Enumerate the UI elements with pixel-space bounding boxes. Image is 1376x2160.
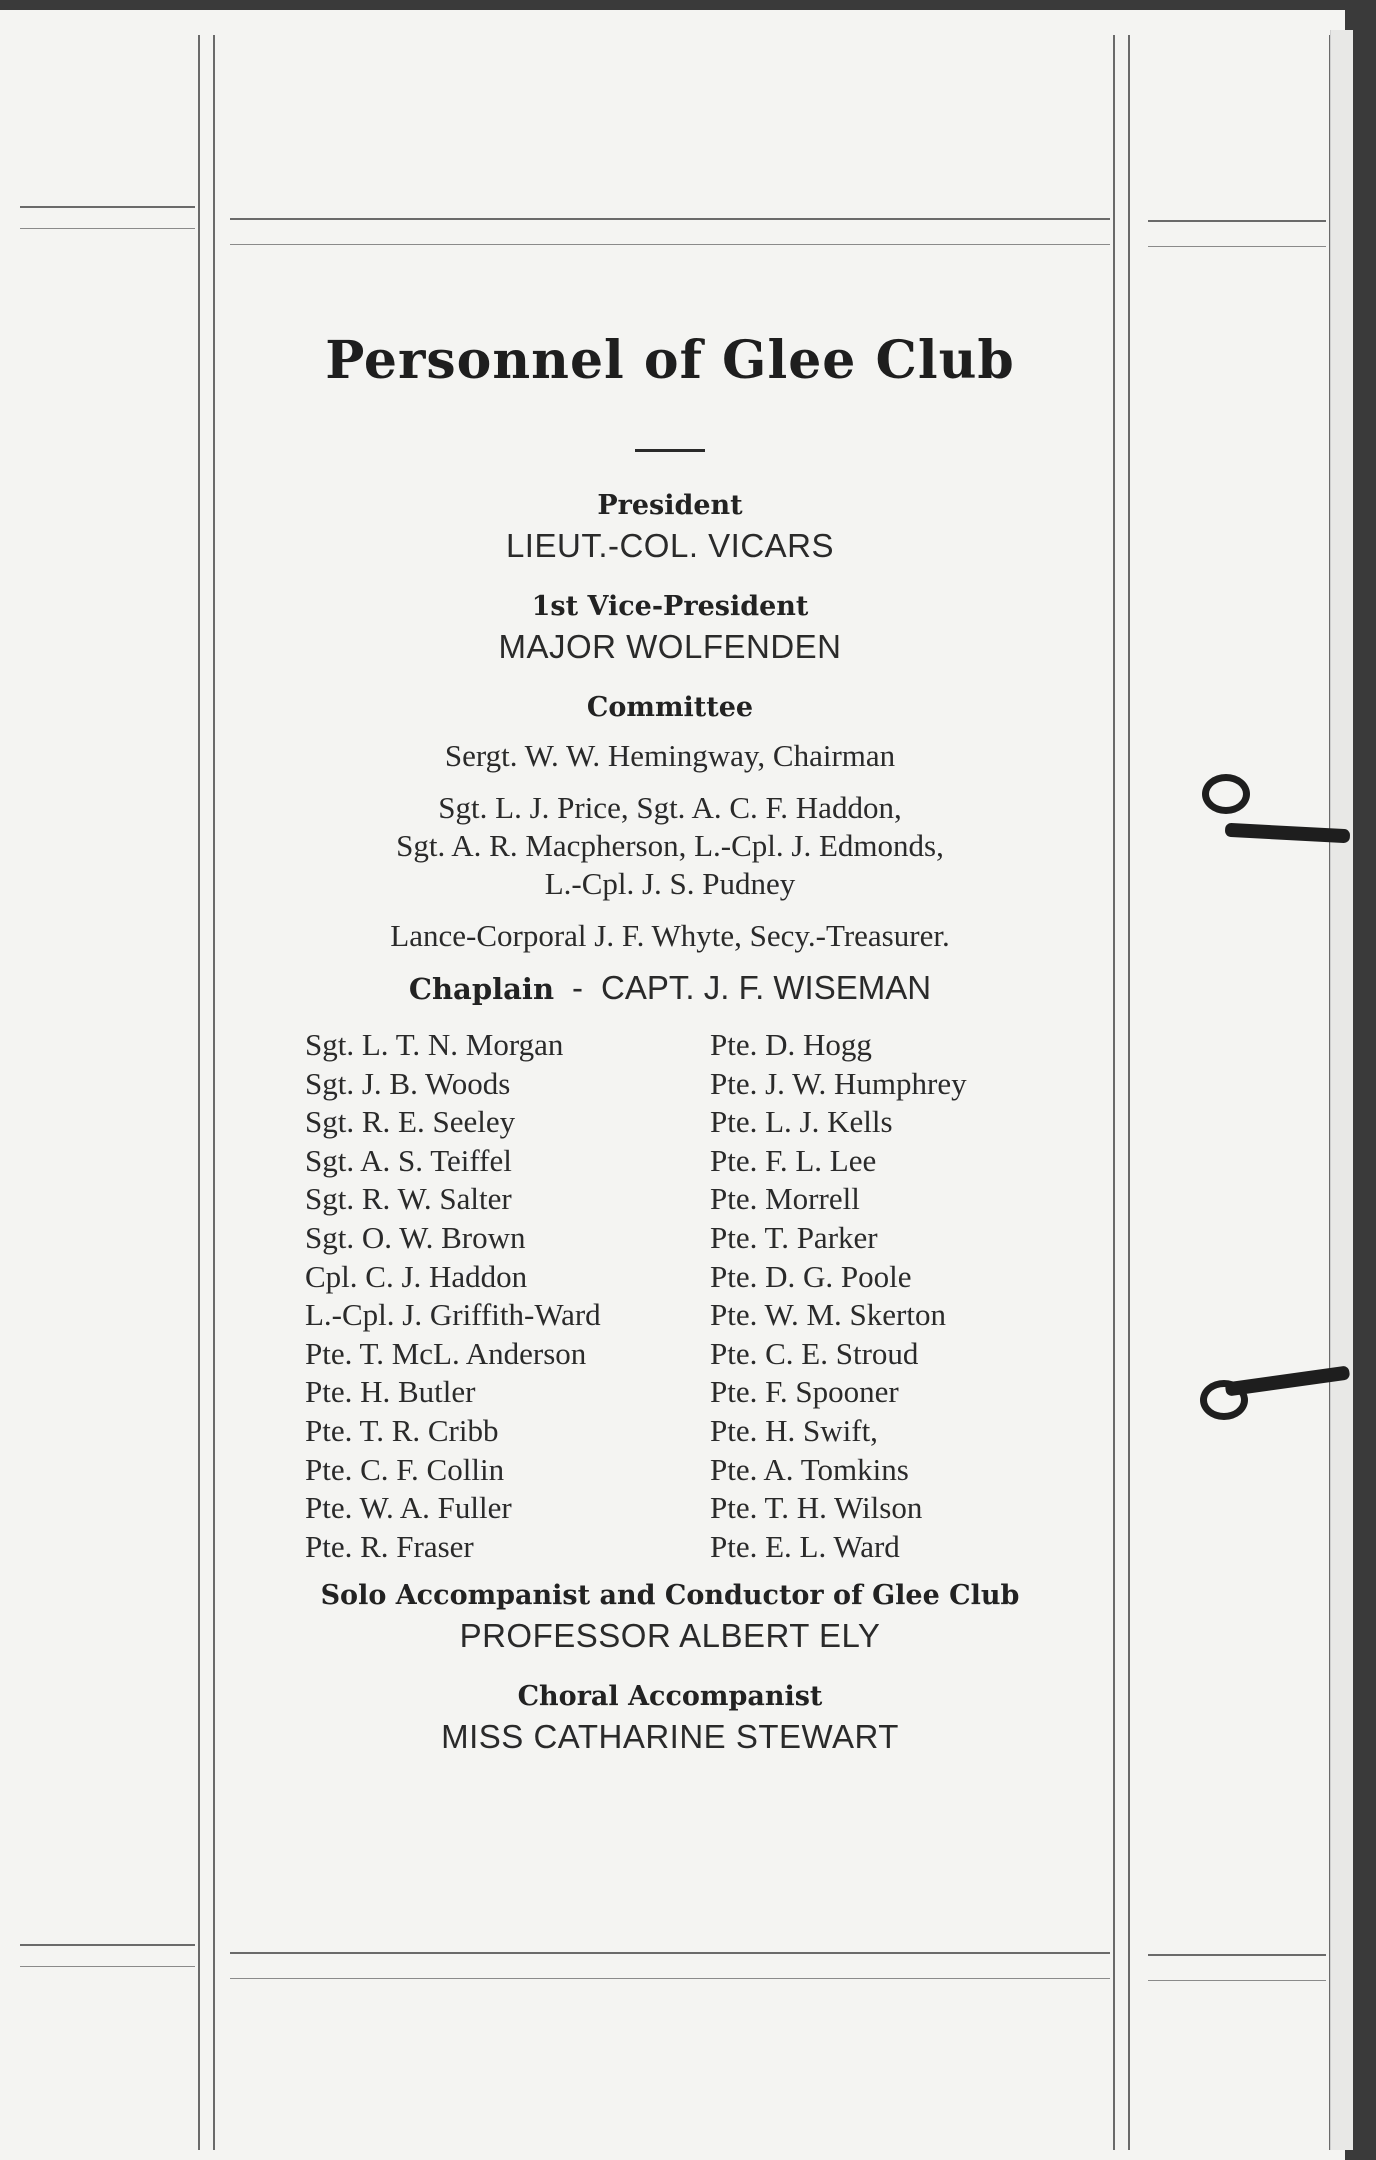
- member-name: Pte. F. L. Lee: [710, 1142, 877, 1178]
- border-line-bottom-f: [1148, 1980, 1326, 1981]
- member-name: Pte. H. Butler: [305, 1374, 476, 1410]
- member-name: Cpl. C. J. Haddon: [305, 1258, 528, 1294]
- border-line-top-f: [1148, 246, 1326, 247]
- border-line-top-d: [230, 244, 1110, 245]
- border-line-bottom-e: [1148, 1954, 1326, 1956]
- page-title: Personnel of Glee Club: [325, 330, 1015, 391]
- border-line-far-right: [1329, 35, 1330, 2150]
- member-name: Pte. Morrell: [710, 1181, 860, 1217]
- chaplain-row: [230, 969, 1110, 1008]
- page-edge: [1330, 30, 1353, 2150]
- program-content: [230, 300, 1110, 1756]
- member-name: Pte. T. R. Cribb: [305, 1412, 499, 1448]
- border-line-left-inner: [213, 35, 215, 2150]
- member-name: Pte. T. H. Wilson: [710, 1490, 923, 1526]
- title-rule: [635, 449, 705, 452]
- members-column-right: [710, 1026, 967, 1566]
- border-line-right-inner: [1113, 35, 1115, 2150]
- member-name: Sgt. A. S. Teiffel: [305, 1142, 512, 1178]
- member-name: Pte. D. Hogg: [710, 1027, 872, 1062]
- border-line-top-e: [1148, 220, 1326, 222]
- border-line-bottom-a: [20, 1944, 195, 1946]
- member-name: Sgt. O. W. Brown: [305, 1219, 526, 1255]
- member-name: Pte. F. Spooner: [710, 1374, 899, 1410]
- member-name: Sgt. R. E. Seeley: [305, 1104, 516, 1140]
- choral-name: MISS CATHARINE STEWART: [441, 1718, 899, 1756]
- member-name: Pte. E. L. Ward: [710, 1528, 900, 1564]
- member-name: Pte. T. McL. Anderson: [305, 1335, 587, 1371]
- chaplain-dash: -: [572, 969, 584, 1006]
- committee-secretary: Lance-Corporal J. F. Whyte, Secy.-Treasurer.: [390, 918, 950, 953]
- committee-heading: Committee: [586, 692, 754, 723]
- member-name: Pte. C. F. Collin: [305, 1451, 505, 1487]
- conductor-heading: Solo Accompanist and Conductor of Glee Club: [320, 1580, 1020, 1612]
- member-name: Pte. W. M. Skerton: [710, 1297, 946, 1333]
- chaplain-name: CAPT. J. F. WISEMAN: [601, 969, 932, 1006]
- member-name: Pte. D. G. Poole: [710, 1258, 912, 1294]
- member-name: L.-Cpl. J. Griffith-Ward: [305, 1297, 601, 1333]
- president-heading: President: [597, 490, 743, 521]
- member-name: Sgt. L. T. N. Morgan: [305, 1027, 564, 1062]
- vice-president-name: MAJOR WOLFENDEN: [498, 628, 842, 665]
- conductor-name: PROFESSOR ALBERT ELY: [459, 1617, 881, 1655]
- border-line-top-c: [230, 218, 1110, 220]
- member-name: Pte. H. Swift,: [710, 1412, 878, 1448]
- chaplain-heading: Chaplain: [408, 972, 555, 1006]
- committee-chairman: Sergt. W. W. Hemingway, Chairman: [444, 738, 896, 773]
- border-line-right-outer: [1128, 35, 1130, 2150]
- member-name: Sgt. R. W. Salter: [305, 1181, 512, 1217]
- members-column-left: [305, 1026, 710, 1566]
- border-line-bottom-d: [230, 1978, 1110, 1979]
- committee-line: Sgt. A. R. Macpherson, L.-Cpl. J. Edmonds,: [396, 828, 944, 863]
- border-line-top-b: [20, 228, 195, 229]
- member-name: Pte. J. W. Humphrey: [710, 1065, 967, 1101]
- choral-heading: Choral Accompanist: [517, 1681, 823, 1713]
- member-name: Pte. C. E. Stroud: [710, 1335, 919, 1371]
- border-line-bottom-c: [230, 1952, 1110, 1954]
- border-line-bottom-b: [20, 1966, 195, 1967]
- binding-ring-top: [1202, 774, 1250, 814]
- member-name: Pte. T. Parker: [710, 1219, 878, 1255]
- members-list: [305, 1026, 1110, 1566]
- border-line-top-a: [20, 206, 195, 208]
- member-name: Pte. L. J. Kells: [710, 1104, 893, 1140]
- member-name: Pte. A. Tomkins: [710, 1451, 909, 1487]
- president-name: LIEUT.-COL. VICARS: [505, 527, 835, 564]
- member-name: Pte. W. A. Fuller: [305, 1490, 512, 1526]
- border-line-left-outer: [198, 35, 200, 2150]
- member-name: Pte. R. Fraser: [305, 1528, 474, 1564]
- committee-line: L.-Cpl. J. S. Pudney: [544, 866, 796, 901]
- committee-line: Sgt. L. J. Price, Sgt. A. C. F. Haddon,: [438, 790, 902, 825]
- vice-president-heading: 1st Vice-President: [531, 591, 809, 622]
- member-name: Sgt. J. B. Woods: [305, 1065, 511, 1101]
